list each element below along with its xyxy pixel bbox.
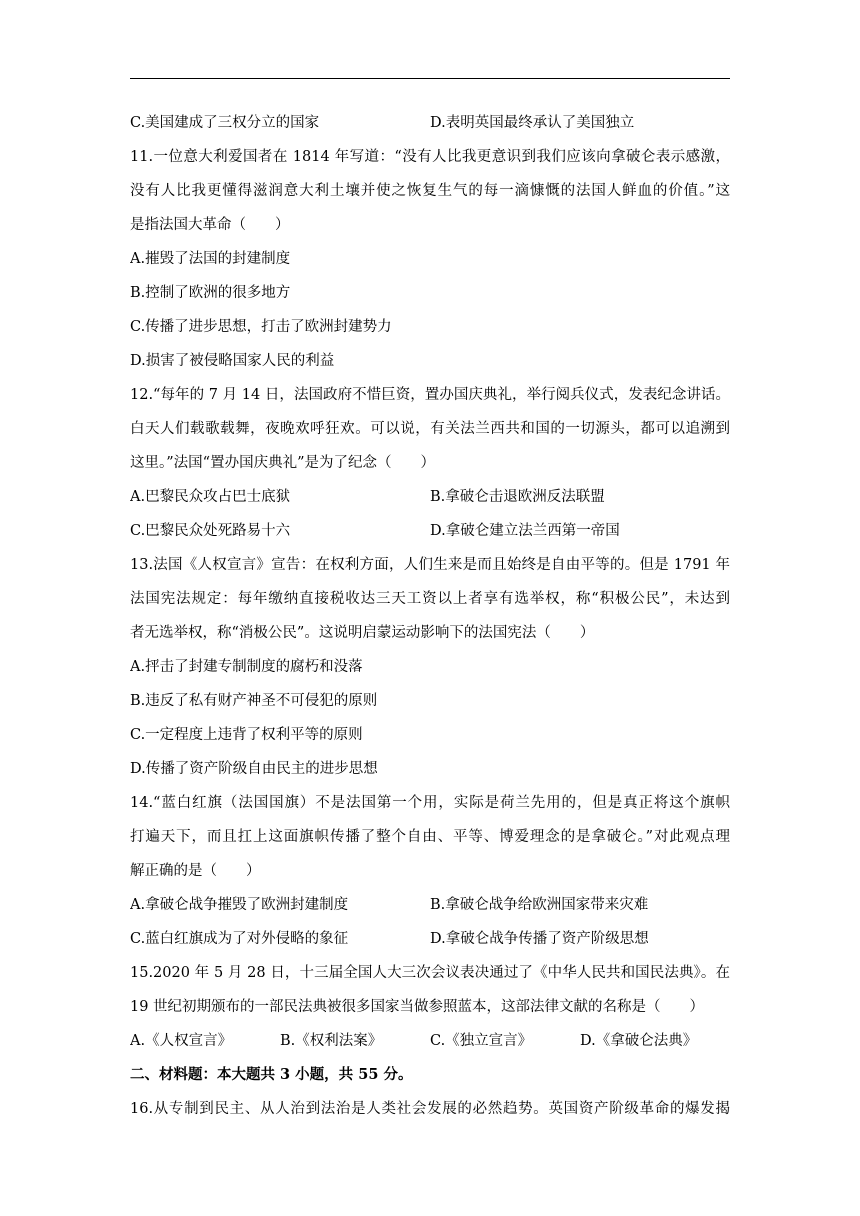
q12-option-a: A.巴黎民众攻占巴士底狱 [130, 489, 291, 505]
q12-options-row-2 [130, 514, 730, 548]
q11-stem-line-2: 没有人比我更懂得滋润意大利土壤并使之恢复生气的每一滴慷慨的法国人鲜血的价值。”这 [130, 183, 730, 199]
q14-stem-line-1: 14.“蓝白红旗（法国国旗）不是法国第一个用，实际是荷兰先用的，但是真正将这个旗帜 [130, 795, 730, 811]
q14-stem-line-2: 打遍天下，而且扛上这面旗帜传播了整个自由、平等、博爱理念的是拿破仑。”对此观点理 [130, 829, 730, 845]
q14-stem-line-3: 解正确的是（ ） [130, 863, 261, 879]
q15-option-d: D.《拿破仑法典》 [580, 1033, 698, 1049]
q13-option-c: C.一定程度上违背了权利平等的原则 [130, 727, 363, 743]
q15-stem-line-2: 19 世纪初期颁布的一部民法典被很多国家当做参照蓝本，这部法律文献的名称是（ ） [130, 999, 705, 1015]
q14-option-a: A.拿破仑战争摧毁了欧洲封建制度 [130, 897, 349, 913]
q12-stem-line-3: 这里。”法国“置办国庆典礼”是为了纪念（ ） [130, 455, 435, 471]
q15-option-c: C.《独立宣言》 [430, 1033, 533, 1049]
q15-option-b: B.《权利法案》 [280, 1033, 383, 1049]
q14-option-d: D.拿破仑战争传播了资产阶级思想 [430, 931, 649, 947]
q11-option-c: C.传播了进步思想，打击了欧洲封建势力 [130, 319, 392, 335]
q12-stem-line-1: 12.“每年的 7 月 14 日，法国政府不惜巨资，置办国庆典礼，举行阅兵仪式，发表纪念讲话。 [130, 387, 730, 403]
q10-option-d: D.表明英国最终承认了美国独立 [430, 115, 635, 131]
q13-stem-line-3: 者无选举权，称“消极公民”。这说明启蒙运动影响下的法国宪法（ ） [130, 625, 595, 641]
q16-stem-line-1: 16.从专制到民主、从人治到法治是人类社会发展的必然趋势。英国资产阶级革命的爆发揭 [130, 1101, 730, 1117]
q12-stem-line-2: 白天人们载歌载舞，夜晚欢呼狂欢。可以说，有关法兰西共和国的一切源头，都可以追溯到 [130, 421, 730, 437]
q11-stem-line-1: 11.一位意大利爱国者在 1814 年写道：“没有人比我更意识到我们应该向拿破仑表示感激， [130, 149, 730, 165]
exam-page-content [130, 106, 730, 1126]
q14-option-b: B.拿破仑战争给欧洲国家带来灾难 [430, 897, 649, 913]
q11-stem-line-3: 是指法国大革命（ ） [130, 217, 290, 233]
header-rule [130, 78, 730, 79]
q13-option-d: D.传播了资产阶级自由民主的进步思想 [130, 761, 378, 777]
q13-stem-line-1: 13.法国《人权宣言》宣告：在权利方面，人们生来是而且始终是自由平等的。但是 1791 年 [130, 557, 730, 573]
q10-option-c: C.美国建成了三权分立的国家 [130, 115, 320, 131]
q12-option-c: C.巴黎民众处死路易十六 [130, 523, 291, 539]
q11-option-a: A.摧毁了法国的封建制度 [130, 251, 291, 267]
q15-options-row [130, 1024, 730, 1058]
q15-option-a: A.《人权宣言》 [130, 1033, 233, 1049]
q13-option-b: B.违反了私有财产神圣不可侵犯的原则 [130, 693, 378, 709]
q12-option-b: B.拿破仑击退欧洲反法联盟 [430, 489, 605, 505]
q11-option-d: D.损害了被侵略国家人民的利益 [130, 353, 335, 369]
q12-options-row-1 [130, 480, 730, 514]
q10-options-row [130, 106, 730, 140]
q13-stem-line-2: 法国宪法规定：每年缴纳直接税收达三天工资以上者享有选举权，称“积极公民”，未达到 [130, 591, 730, 607]
q14-options-row-1 [130, 888, 730, 922]
q14-option-c: C.蓝白红旗成为了对外侵略的象征 [130, 931, 349, 947]
q12-option-d: D.拿破仑建立法兰西第一帝国 [430, 523, 620, 539]
q15-stem-line-1: 15.2020 年 5 月 28 日，十三届全国人大三次会议表决通过了《中华人民共和国民法典》。在 [130, 965, 730, 981]
q13-option-a: A.抨击了封建专制制度的腐朽和没落 [130, 659, 363, 675]
section-2-heading: 二、材料题：本大题共 3 小题，共 55 分。 [130, 1066, 413, 1083]
q14-options-row-2 [130, 922, 730, 956]
q11-option-b: B.控制了欧洲的很多地方 [130, 285, 291, 301]
